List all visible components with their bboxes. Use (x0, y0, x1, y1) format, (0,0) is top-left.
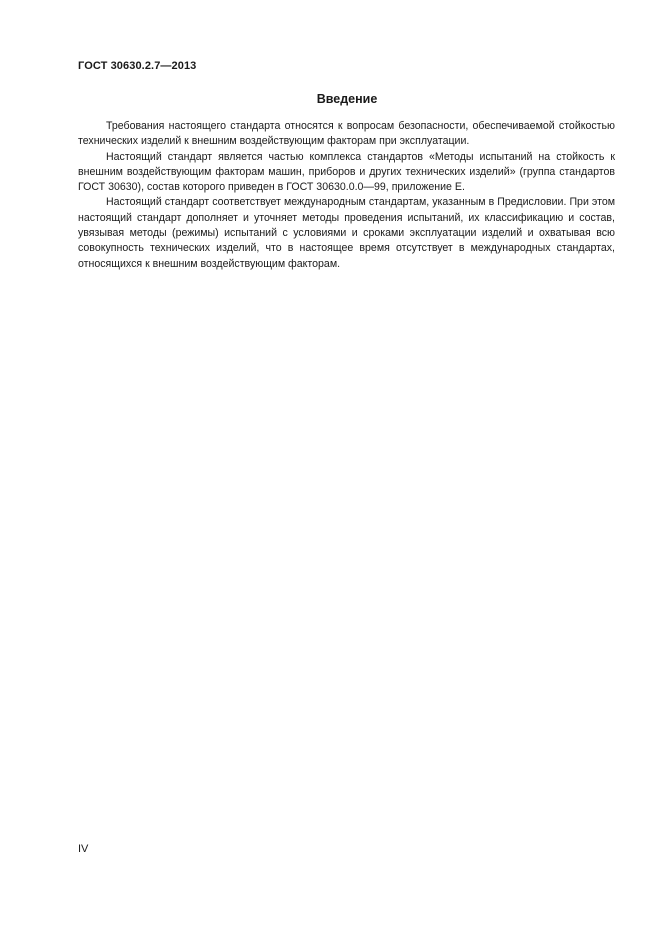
paragraph-2: Настоящий стандарт является частью комплекса стандартов «Методы испытаний на стойкость к внешним воздействующим факторам машин, приборов и других технических изделий» (группа стандартов ГОСТ 30630), состав которого приведен в ГОСТ 30630.0.0—99, приложение Е. (78, 150, 615, 194)
document-header-standard-id: ГОСТ 30630.2.7—2013 (78, 60, 197, 72)
section-title: Введение (316, 92, 378, 106)
page-number: IV (78, 843, 89, 855)
paragraph-3: Настоящий стандарт соответствует международным стандартам, указанным в Предисловии. При этом настоящий стандарт дополняет и уточняет методы проведения испытаний, их классификацию и состав, увязывая методы (режимы) испытаний с условиями и сроками эксплуатации изделий и охватывая всю совокупность технических изделий, что в настоящее время отсутствует в международных стандартах, относящихся к внешним воздействующим факторам. (78, 196, 615, 270)
paragraph-1: Требования настоящего стандарта относятся к вопросам безопасности, обеспечиваемой стойкостью технических изделий к внешним воздействующим факторам при эксплуатации. (78, 120, 615, 148)
body-text (78, 119, 615, 272)
